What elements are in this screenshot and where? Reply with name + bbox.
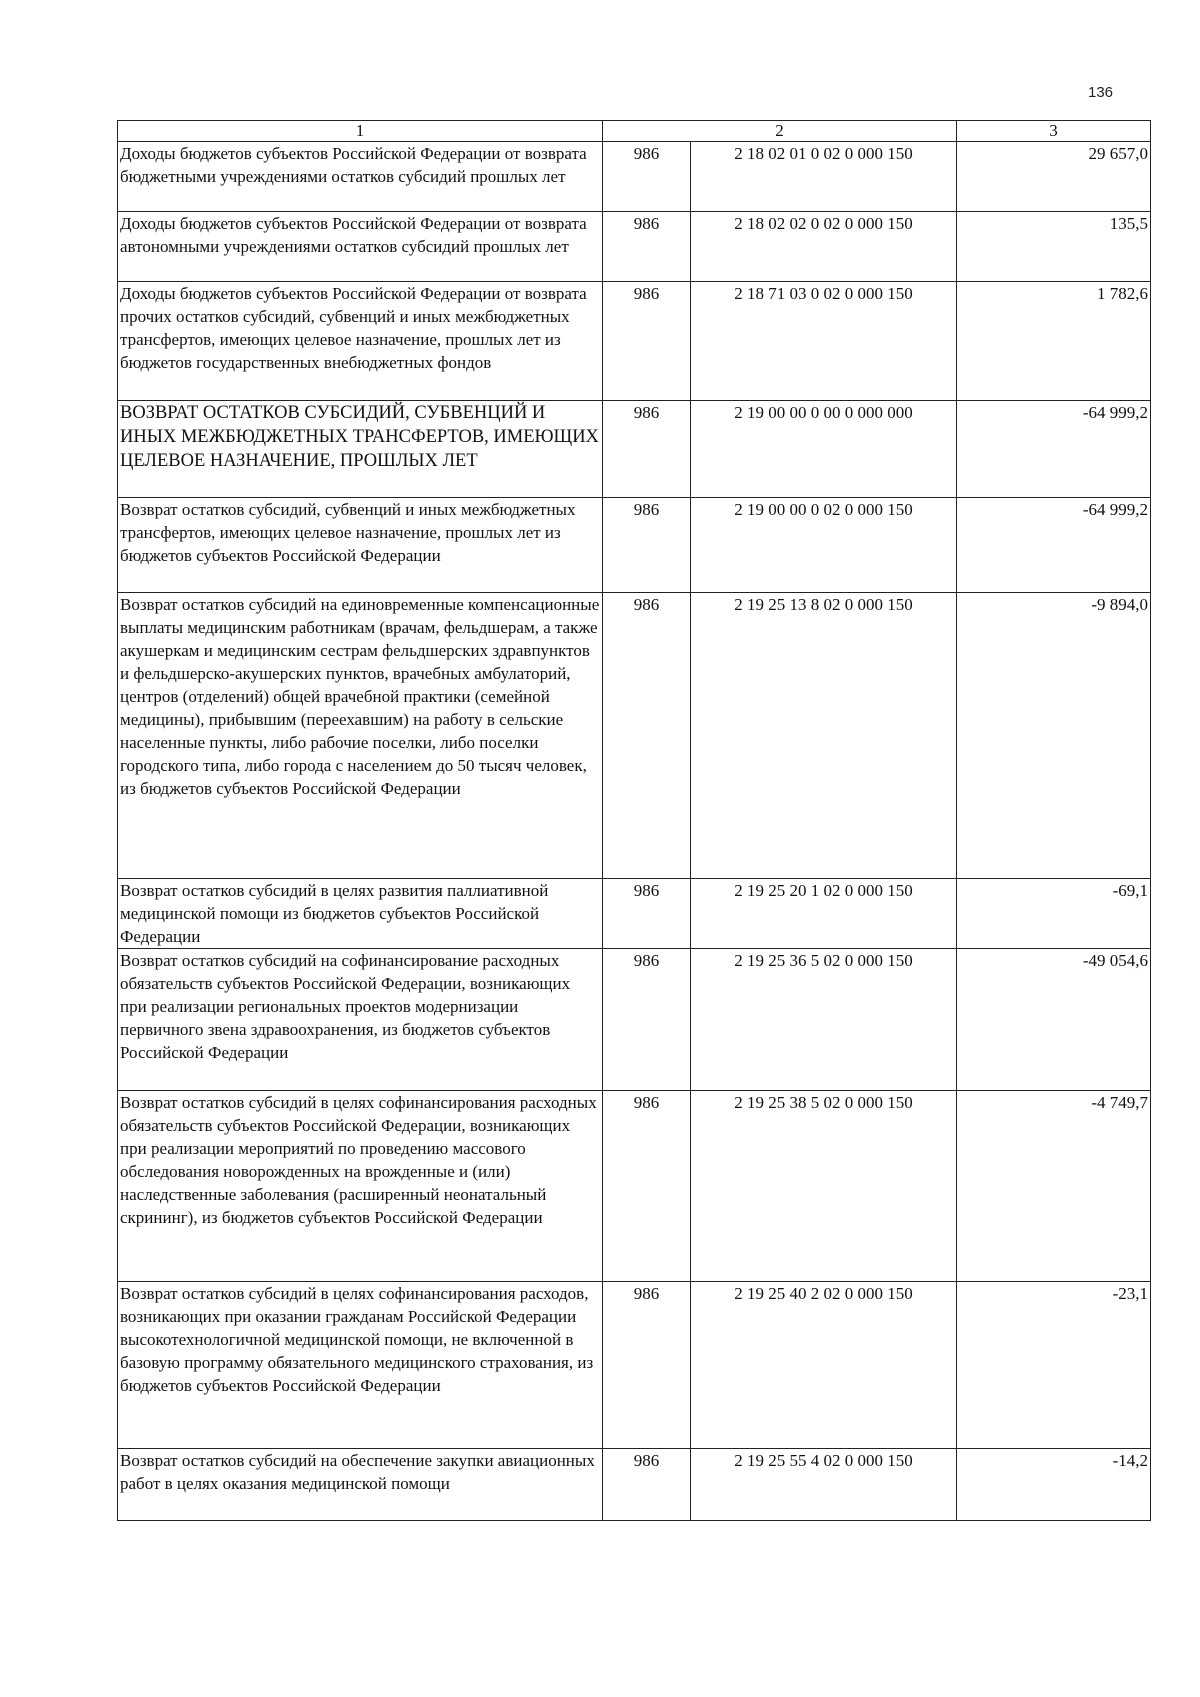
row-name: Возврат остатков субсидий в целях развития паллиативной медицинской помощи из бюджетов субъектов Российской Федерации bbox=[118, 879, 603, 949]
row-amount: 135,5 bbox=[957, 212, 1151, 282]
row-name: Возврат остатков субсидий, субвенций и иных межбюджетных трансфертов, имеющих целевое назначение, прошлых лет из бюджетов субъектов Российской Федерации bbox=[118, 498, 603, 593]
row-admin-code: 986 bbox=[603, 1091, 691, 1282]
table-row bbox=[118, 498, 1151, 593]
row-admin-code: 986 bbox=[603, 879, 691, 949]
row-name: Доходы бюджетов субъектов Российской Федерации от возврата автономными учреждениями остатков субсидий прошлых лет bbox=[118, 212, 603, 282]
table-row bbox=[118, 212, 1151, 282]
row-budget-code: 2 18 02 02 0 02 0 000 150 bbox=[691, 212, 957, 282]
table-row bbox=[118, 282, 1151, 401]
row-amount: -69,1 bbox=[957, 879, 1151, 949]
row-amount: -64 999,2 bbox=[957, 401, 1151, 498]
table-header-row bbox=[118, 121, 1151, 142]
row-admin-code: 986 bbox=[603, 142, 691, 212]
budget-table bbox=[117, 120, 1151, 1521]
row-amount: -9 894,0 bbox=[957, 593, 1151, 879]
row-admin-code: 986 bbox=[603, 949, 691, 1091]
table-row bbox=[118, 142, 1151, 212]
row-budget-code: 2 19 25 55 4 02 0 000 150 bbox=[691, 1449, 957, 1521]
table-row bbox=[118, 1091, 1151, 1282]
row-name: Возврат остатков субсидий на обеспечение закупки авиационных работ в целях оказания медицинской помощи bbox=[118, 1449, 603, 1521]
row-name: Возврат остатков субсидий на софинансирование расходных обязательств субъектов Российской Федерации, возникающих при реализации региональных проектов модернизации первичного звена здравоохранения, из бюджетов субъектов Российской Федерации bbox=[118, 949, 603, 1091]
column-header-2: 2 bbox=[603, 121, 957, 142]
row-admin-code: 986 bbox=[603, 1282, 691, 1449]
row-budget-code: 2 19 25 36 5 02 0 000 150 bbox=[691, 949, 957, 1091]
column-header-3: 3 bbox=[957, 121, 1151, 142]
row-budget-code: 2 18 02 01 0 02 0 000 150 bbox=[691, 142, 957, 212]
row-amount: 1 782,6 bbox=[957, 282, 1151, 401]
row-admin-code: 986 bbox=[603, 593, 691, 879]
row-name: Возврат остатков субсидий в целях софинансирования расходных обязательств субъектов Российской Федерации, возникающих при реализации мероприятий по проведению массового обследования новорожденных на врожденные и (или) наследственные заболевания (расширенный неонатальный скрининг), из бюджетов субъектов Российской Федерации bbox=[118, 1091, 603, 1282]
row-budget-code: 2 19 25 40 2 02 0 000 150 bbox=[691, 1282, 957, 1449]
row-budget-code: 2 19 25 38 5 02 0 000 150 bbox=[691, 1091, 957, 1282]
row-name: ВОЗВРАТ ОСТАТКОВ СУБСИДИЙ, СУБВЕНЦИЙ И ИНЫХ МЕЖБЮДЖЕТНЫХ ТРАНСФЕРТОВ, ИМЕЮЩИХ ЦЕЛЕВОЕ НАЗНАЧЕНИЕ, ПРОШЛЫХ ЛЕТ bbox=[118, 401, 603, 498]
table-row bbox=[118, 949, 1151, 1091]
row-admin-code: 986 bbox=[603, 498, 691, 593]
row-budget-code: 2 19 25 20 1 02 0 000 150 bbox=[691, 879, 957, 949]
table-row bbox=[118, 1449, 1151, 1521]
row-name: Возврат остатков субсидий в целях софинансирования расходов, возникающих при оказании гражданам Российской Федерации высокотехнологичной медицинской помощи, не включенной в базовую программу обязательного медицинского страхования, из бюджетов субъектов Российской Федерации bbox=[118, 1282, 603, 1449]
row-budget-code: 2 19 25 13 8 02 0 000 150 bbox=[691, 593, 957, 879]
row-amount: -49 054,6 bbox=[957, 949, 1151, 1091]
row-budget-code: 2 19 00 00 0 00 0 000 000 bbox=[691, 401, 957, 498]
row-admin-code: 986 bbox=[603, 401, 691, 498]
row-name: Доходы бюджетов субъектов Российской Федерации от возврата прочих остатков субсидий, субвенций и иных межбюджетных трансфертов, имеющих целевое назначение, прошлых лет из бюджетов государственных внебюджетных фондов bbox=[118, 282, 603, 401]
row-amount: -4 749,7 bbox=[957, 1091, 1151, 1282]
column-header-1: 1 bbox=[118, 121, 603, 142]
table-row bbox=[118, 401, 1151, 498]
row-name: Доходы бюджетов субъектов Российской Федерации от возврата бюджетными учреждениями остатков субсидий прошлых лет bbox=[118, 142, 603, 212]
row-admin-code: 986 bbox=[603, 212, 691, 282]
table-row bbox=[118, 1282, 1151, 1449]
row-amount: -14,2 bbox=[957, 1449, 1151, 1521]
table-row bbox=[118, 879, 1151, 949]
row-amount: 29 657,0 bbox=[957, 142, 1151, 212]
row-admin-code: 986 bbox=[603, 282, 691, 401]
row-budget-code: 2 19 00 00 0 02 0 000 150 bbox=[691, 498, 957, 593]
row-budget-code: 2 18 71 03 0 02 0 000 150 bbox=[691, 282, 957, 401]
row-admin-code: 986 bbox=[603, 1449, 691, 1521]
row-amount: -23,1 bbox=[957, 1282, 1151, 1449]
row-amount: -64 999,2 bbox=[957, 498, 1151, 593]
page-number: 136 bbox=[1088, 84, 1114, 101]
table-row bbox=[118, 593, 1151, 879]
row-name: Возврат остатков субсидий на единовременные компенсационные выплаты медицинским работникам (врачам, фельдшерам, а также акушеркам и медицинским сестрам фельдшерских здравпунктов и фельдшерско-акушерских пунктов, врачебных амбулаторий, центров (отделений) общей врачебной практики (семейной медицины), прибывшим (переехавшим) на работу в сельские населенные пункты, либо рабочие поселки, либо поселки городского типа, либо города с населением до 50 тысяч человек, из бюджетов субъектов Российской Федерации bbox=[118, 593, 603, 879]
